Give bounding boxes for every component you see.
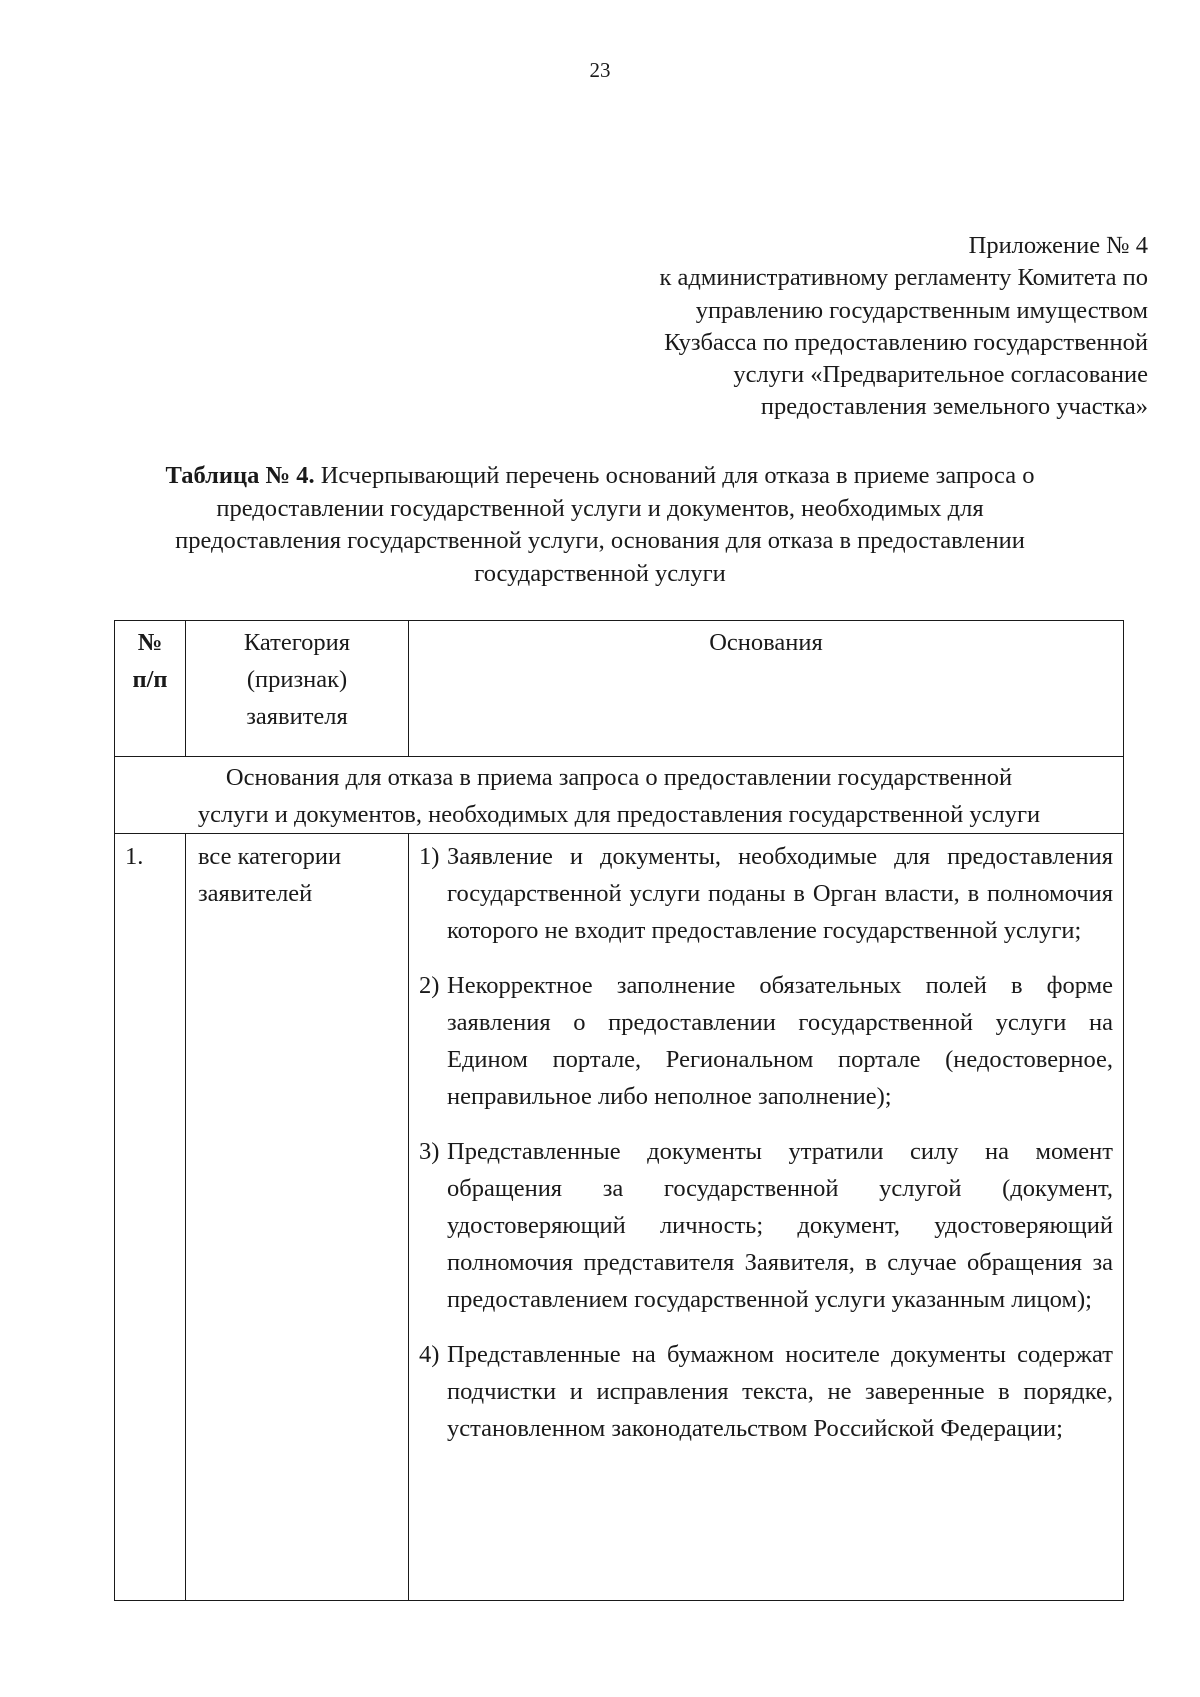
table-title-label: Таблица № 4. — [165, 462, 315, 489]
basis-item-text: Заявление и документы, необходимые для предоставления государственной услуги поданы в Орган власти, в полномочия которого не входит предоставление государственной услуги; — [447, 843, 1113, 944]
header-number — [115, 621, 186, 757]
basis-item-marker: 4) — [419, 1341, 440, 1368]
basis-item — [419, 1336, 1113, 1447]
basis-item — [419, 1133, 1113, 1318]
table-row — [115, 834, 1124, 1601]
grounds-table — [114, 620, 1124, 1601]
header-category-line: заявителя — [246, 703, 348, 730]
header-category-line: (признак) — [246, 666, 348, 693]
basis-item-marker: 3) — [419, 1138, 440, 1165]
page-number: 23 — [589, 58, 611, 82]
table-header-row — [115, 621, 1124, 757]
table-title-text: Исчерпывающий перечень оснований для отказа в приеме запроса о — [314, 462, 1035, 489]
header-number-symbol: № — [137, 629, 163, 656]
appendix-line: к административному регламенту Комитета по — [659, 264, 1148, 292]
appendix-line: управлению государственным имуществом — [695, 296, 1148, 324]
basis-item-marker: 2) — [419, 972, 440, 999]
section-heading-line: услуги и документов, необходимых для предоставления государственной услуги — [197, 801, 1041, 828]
row-category-line: все категории — [198, 843, 342, 870]
table-title-line: предоставлении государственной услуги и документов, необходимых для — [216, 494, 984, 522]
section-heading — [115, 757, 1124, 834]
section-heading-line: Основания для отказа в приема запроса о предоставлении государственной — [225, 764, 1013, 791]
header-number-abbr: п/п — [132, 666, 168, 693]
table-title-line: предоставления государственной услуги, основания для отказа в предоставлении — [175, 527, 1025, 555]
appendix-line: Кузбасса по предоставлению государственной — [664, 328, 1148, 356]
header-category-line: Категория — [243, 629, 351, 656]
row-category-line: заявителей — [198, 880, 313, 907]
table-title-line — [60, 460, 1140, 493]
row-category — [186, 834, 409, 1601]
basis-item-text: Некорректное заполнение обязательных полей в форме заявления о предоставлении государственной услуги на Едином портале, Региональном портале (недостоверное, неправильное либо неполное заполнение); — [447, 972, 1113, 1110]
row-number: 1. — [115, 834, 186, 1601]
appendix-line: предоставления земельного участка» — [760, 393, 1148, 421]
table-title-line: государственной услуги — [474, 559, 726, 587]
header-basis: Основания — [409, 621, 1124, 757]
basis-item — [419, 838, 1113, 949]
basis-item-text: Представленные документы утратили силу на момент обращения за государственной услугой (документ, удостоверяющий личность; документ, удостоверяющий полномочия представителя Заявителя, в случае обращения за предоставлением государственной услуги указанным лицом); — [447, 1138, 1113, 1313]
appendix-heading — [508, 230, 1148, 424]
basis-item-marker: 1) — [419, 843, 440, 870]
table-title — [60, 460, 1140, 590]
basis-item — [419, 967, 1113, 1115]
row-basis-list — [409, 834, 1124, 1601]
header-category — [186, 621, 409, 757]
section-heading-row — [115, 757, 1124, 834]
basis-item-text: Представленные на бумажном носителе документы содержат подчистки и исправления текста, не заверенные в порядке, установленном законодательством Российской Федерации; — [447, 1341, 1113, 1442]
appendix-line: услуги «Предварительное согласование — [733, 361, 1148, 389]
appendix-line: Приложение № 4 — [968, 232, 1148, 259]
